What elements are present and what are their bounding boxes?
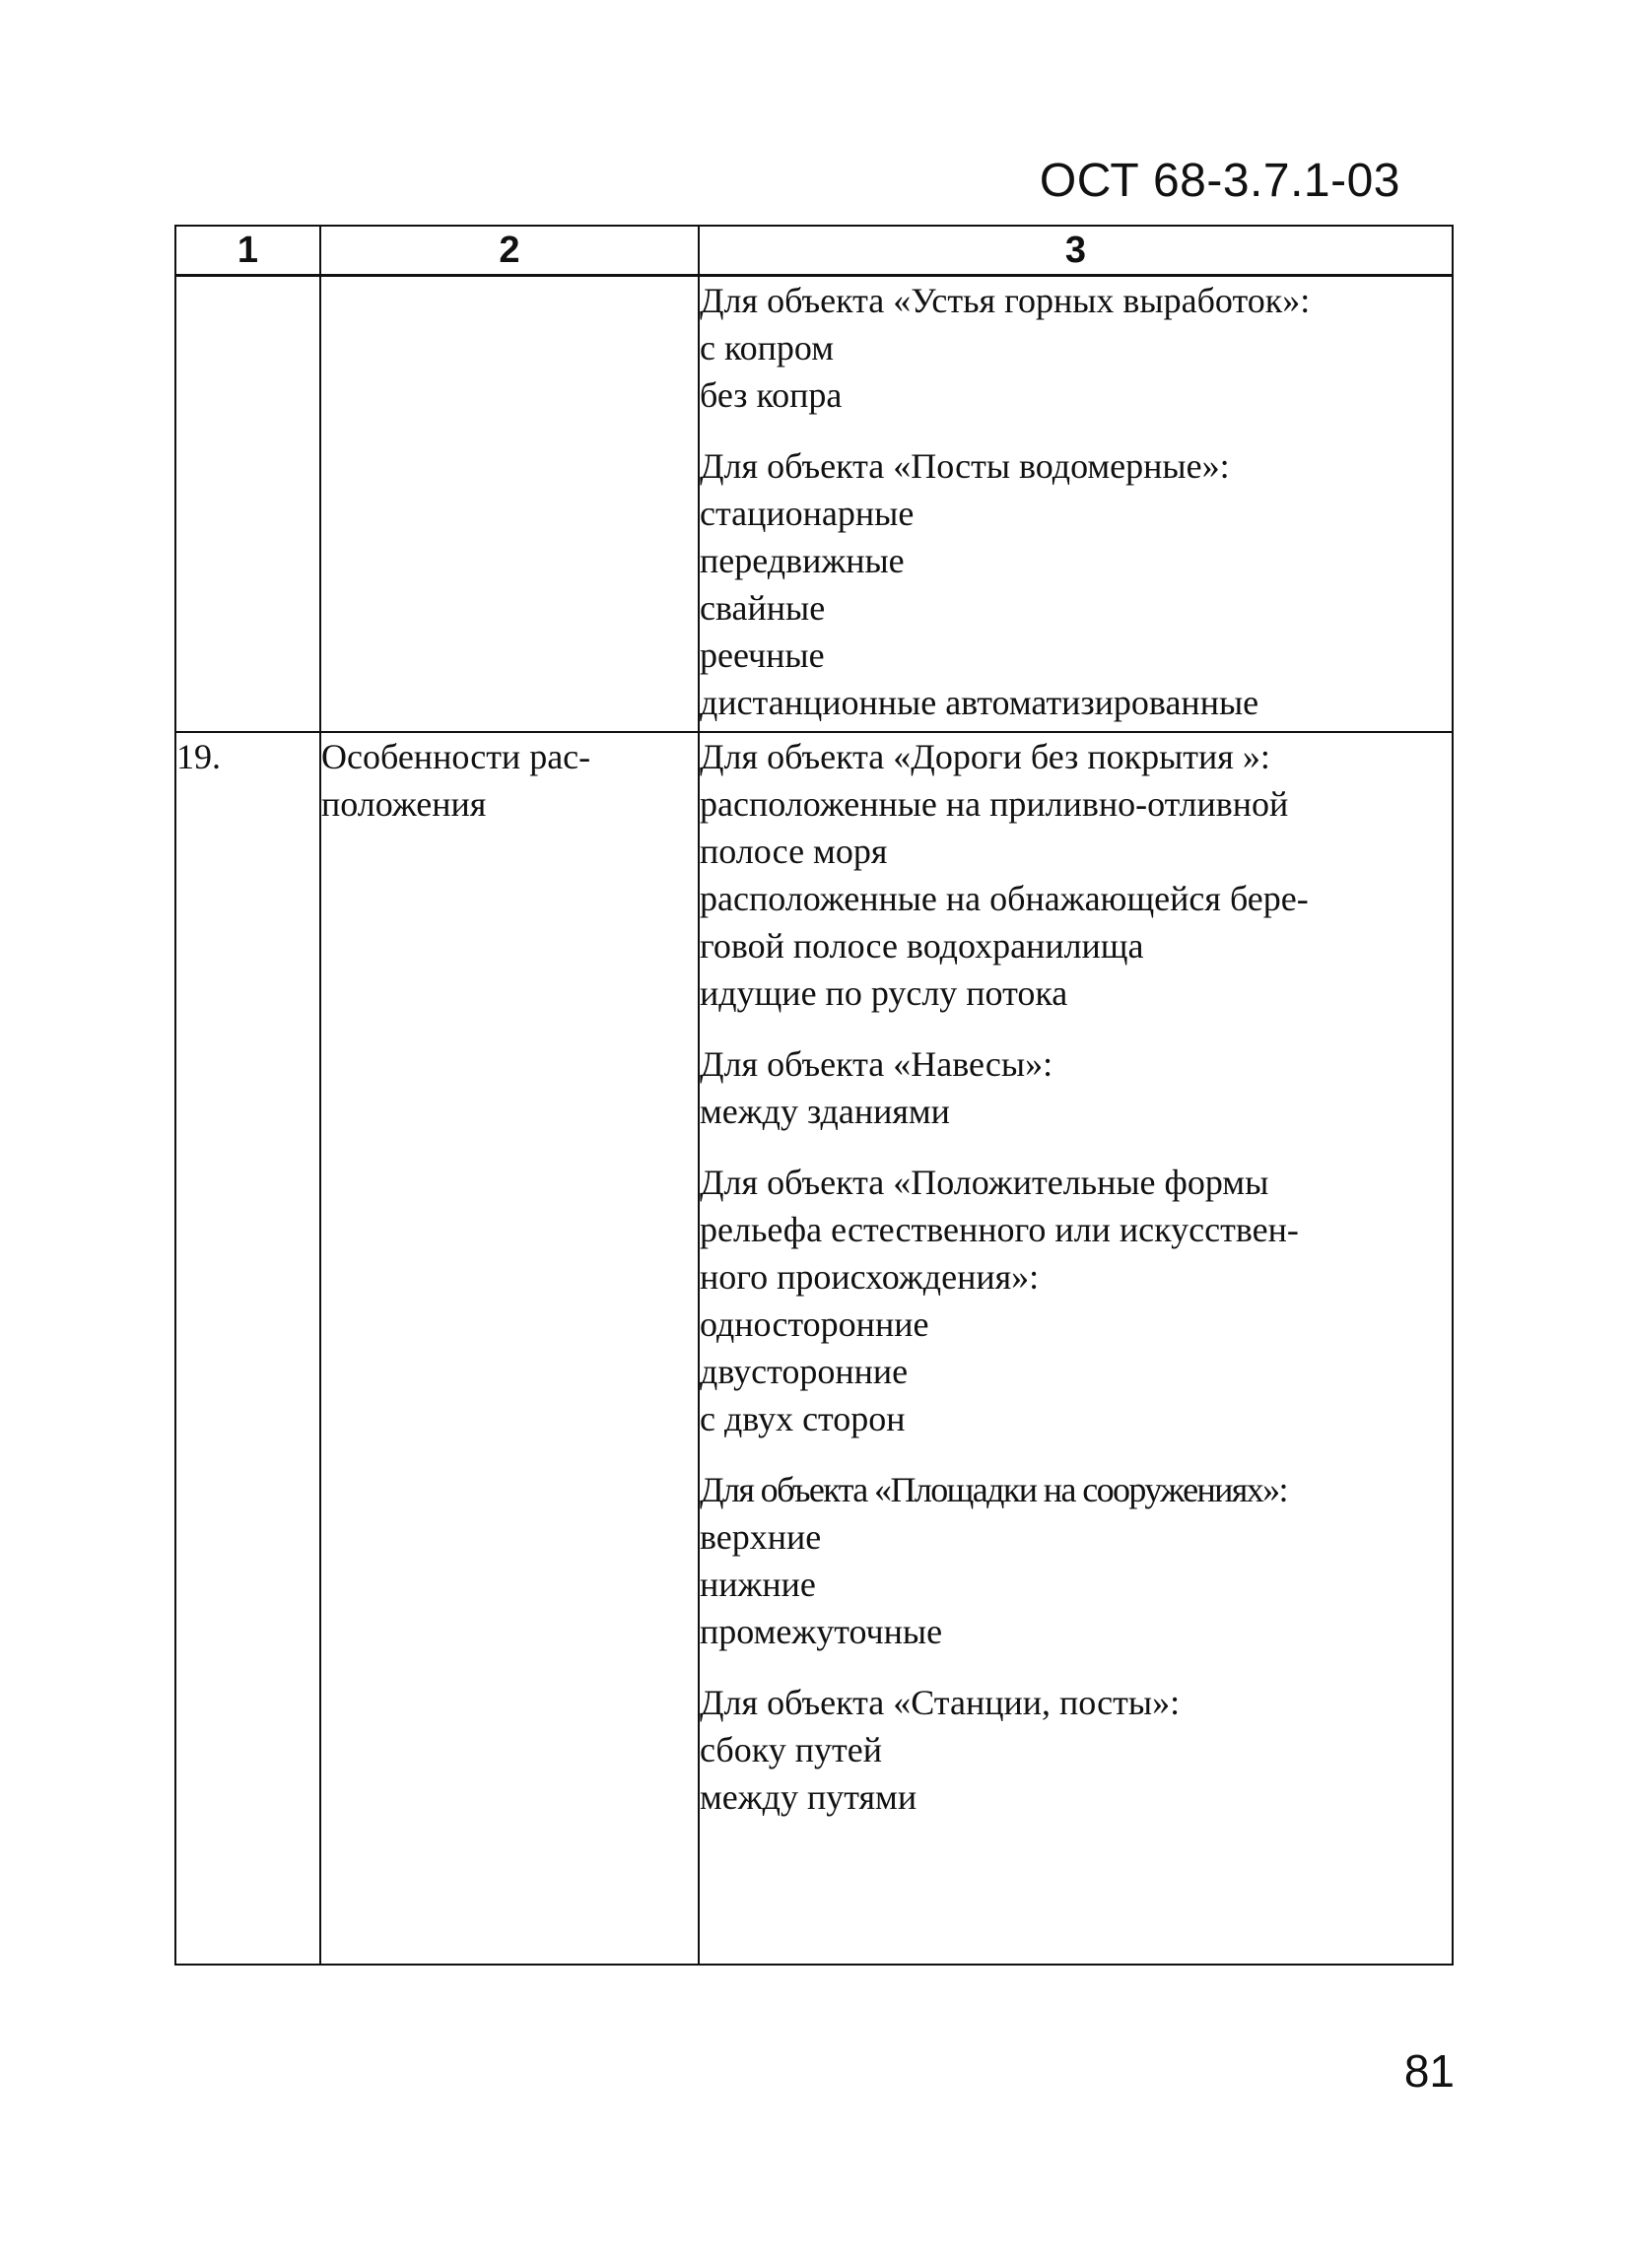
value-group [700, 1679, 1452, 1821]
value-item: промежуточные [700, 1611, 943, 1651]
value-group-title: Для объекта «Посты водомерные»: [700, 446, 1230, 486]
values-cell [699, 276, 1453, 732]
column-header-3: 3 [699, 226, 1453, 276]
value-item: расположенные на приливно-отливной [700, 783, 1289, 824]
column-header-1: 1 [175, 226, 320, 276]
column-header-2: 2 [320, 226, 699, 276]
value-group [700, 1159, 1452, 1442]
value-item: между путями [700, 1776, 917, 1817]
table-row [175, 276, 1453, 732]
characteristic-cell [320, 276, 699, 732]
value-item: передвижные [700, 541, 905, 580]
value-item: верхние [700, 1516, 822, 1557]
row-number-cell [175, 276, 320, 732]
value-group [700, 1040, 1452, 1135]
value-item: идущие по руслу потока [700, 972, 1068, 1013]
values-cell [699, 732, 1453, 1966]
value-item: нижние [700, 1564, 816, 1604]
value-item: расположенные на обнажающейся бере- [700, 878, 1309, 918]
value-item: дистанционные автоматизированные [700, 683, 1259, 722]
value-group-title: Для объекта «Навесы»: [700, 1043, 1053, 1084]
value-group-title: Для объекта «Дороги без покрытия »: [700, 736, 1270, 776]
value-item: реечные [700, 635, 825, 675]
value-item: без копра [700, 375, 843, 415]
value-item: двусторонние [700, 1351, 909, 1391]
value-group-title: Для объекта «Площадки на сооружениях»: [700, 1469, 1287, 1509]
value-group-title: ного происхождения»: [700, 1256, 1040, 1297]
table-row [175, 732, 1453, 1966]
value-group-title: рельефа естественного или искусствен- [700, 1209, 1299, 1249]
value-group [700, 277, 1452, 419]
value-item: между зданиями [700, 1091, 950, 1131]
value-item: полосе моря [700, 831, 888, 871]
value-item: с двух сторон [700, 1398, 906, 1438]
characteristic-line: Особенности рас- [321, 736, 591, 776]
value-group [700, 442, 1452, 726]
value-item: сбоку путей [700, 1729, 882, 1769]
value-item: говой полосе водохранилища [700, 925, 1144, 966]
value-item: свайные [700, 588, 826, 628]
value-group-title: Для объекта «Устья горных выработок»: [700, 281, 1311, 320]
document-code: ОСТ 68-3.7.1-03 [1039, 155, 1400, 207]
value-item: с копром [700, 328, 835, 367]
characteristic-cell [320, 732, 699, 1966]
value-item: односторонние [700, 1303, 929, 1344]
row-number-cell: 19. [175, 732, 320, 1966]
characteristic-line: положения [321, 783, 487, 824]
value-group [700, 1466, 1452, 1655]
value-item: стационарные [700, 494, 915, 533]
value-group [700, 733, 1452, 1017]
value-group-title: Для объекта «Положительные формы [700, 1162, 1269, 1202]
value-group-title: Для объекта «Станции, посты»: [700, 1682, 1181, 1722]
classification-table [174, 225, 1454, 1966]
table-header-row [175, 226, 1453, 276]
page-number: 81 [1403, 2045, 1455, 2097]
